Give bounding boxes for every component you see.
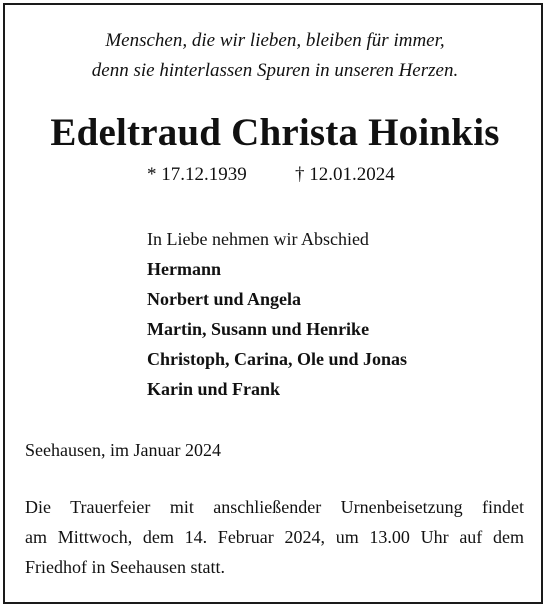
- place-and-date: Seehausen, im Januar 2024: [25, 440, 221, 460]
- mourner-name: Martin, Susann und Henrike: [147, 319, 370, 339]
- funeral-notice: [25, 492, 524, 582]
- mourner-name: Norbert und Angela: [147, 289, 302, 309]
- mourners-block: [147, 224, 407, 404]
- mourner-name: Christoph, Carina, Ole und Jonas: [147, 349, 408, 369]
- quote-line-1: Menschen, die wir lieben, bleiben für immer,: [105, 30, 445, 51]
- death-date: † 12.01.2024: [295, 164, 395, 185]
- funeral-notice-line-3: Friedhof in Seehausen statt.: [25, 557, 225, 577]
- deceased-name: Edeltraud Christa Hoinkis: [50, 111, 500, 154]
- funeral-notice-line-1: Die Trauerfeier mit anschließender Urnenbeisetzung findet: [25, 497, 524, 517]
- mourner-name: Hermann: [147, 259, 221, 279]
- funeral-notice-line-2: am Mittwoch, dem 14. Februar 2024, um 13.00 Uhr auf dem: [25, 527, 524, 547]
- birth-date: * 17.12.1939: [147, 164, 247, 185]
- quote-line-2: denn sie hinterlassen Spuren in unseren Herzen.: [91, 60, 459, 81]
- farewell-intro: In Liebe nehmen wir Abschied: [147, 229, 369, 249]
- mourner-name: Karin und Frank: [147, 379, 281, 399]
